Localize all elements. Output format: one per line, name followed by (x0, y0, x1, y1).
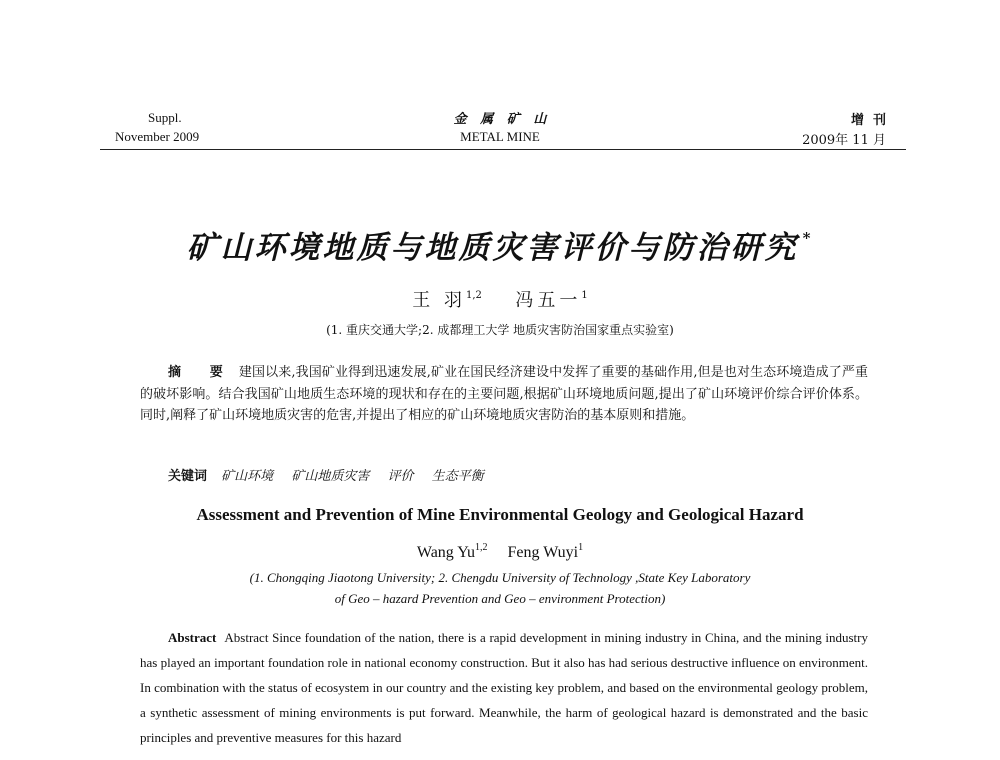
english-abstract (140, 625, 868, 750)
journal-name-en: METAL MINE (460, 129, 540, 144)
supplement-label-cn: 增 刊 (850, 113, 886, 128)
chinese-keywords (168, 465, 498, 484)
supplement-label: Suppl. (148, 110, 182, 125)
author-wang-cn: 王 羽 (412, 290, 466, 311)
title-footnote-mark: * (802, 229, 814, 247)
issue-date-en: November 2009 (115, 129, 200, 144)
chinese-abstract (140, 362, 868, 427)
keywords-label: 关键词 (168, 469, 208, 484)
author-feng-en: Feng Wuyi (507, 544, 579, 561)
author-wang-affil-sup: 1,2 (465, 290, 482, 301)
english-affiliation-line2: of Geo – hazard Prevention and Geo – environment Protection) (334, 591, 666, 606)
english-authors (0, 542, 1000, 562)
english-affiliation-line1: (1. Chongqing Jiaotong University; 2. Chengdu University of Technology ,State Key Laboratory (249, 570, 751, 585)
english-title: Assessment and Prevention of Mine Environmental Geology and Geological Hazard (196, 505, 804, 524)
keyword: 生态平衡 (431, 469, 484, 484)
chinese-abstract-label: 摘 要 (168, 365, 235, 380)
issue-date-cn: 2009年 11 月 (802, 133, 886, 148)
chinese-authors (0, 286, 1000, 312)
english-abstract-label: Abstract (168, 630, 217, 645)
keyword: 评价 (387, 469, 414, 484)
keyword: 矿山环境 (221, 469, 274, 484)
author-feng-en-sup: 1 (578, 542, 584, 553)
author-feng-cn: 冯五一 (515, 290, 582, 311)
header-divider (100, 149, 906, 150)
chinese-title (0, 222, 1000, 267)
english-affiliation (0, 567, 1000, 609)
chinese-abstract-text: 建国以来,我国矿业得到迅速发展,矿业在国民经济建设中发挥了重要的基础作用,但是也对生态环境造成了严重的破坏影响。结合我国矿山地质生态环境的现状和存在的主要问题,根据矿山环境地质问题,提出了矿山环境评价综合评价体系。同时,阐释了矿山环境地质灾害的危害,并提出了相应的矿山环境地质灾害防治的基本原则和措施。 (140, 365, 869, 423)
keyword: 矿山地质灾害 (291, 469, 370, 484)
author-wang-en-sup: 1,2 (474, 542, 488, 553)
english-abstract-text: Abstract Since foundation of the nation, there is a rapid development in mining industry in China, and the mining industry has played an important foundation role in national economy construction. But it also has had serious destructive influence on environment. In combination with the status of ecosystem in our country and the existing key problem, and based on the environmental geology problem, a synthetic assessment of mining environments is put forward. Meanwhile, the harm of geological hazard is demonstrated and the basic principles and preventive measures for this hazard (140, 630, 868, 745)
chinese-affiliation: (1. 重庆交通大学;2. 成都理工大学 地质灾害防治国家重点实验室) (326, 323, 674, 337)
journal-name-cn: 金 属 矿 山 (453, 112, 547, 127)
author-feng-affil-sup: 1 (581, 290, 588, 301)
author-wang-en: Wang Yu (416, 544, 475, 561)
chinese-title-text: 矿山环境地质与地质灾害评价与防治研究 (186, 230, 799, 266)
